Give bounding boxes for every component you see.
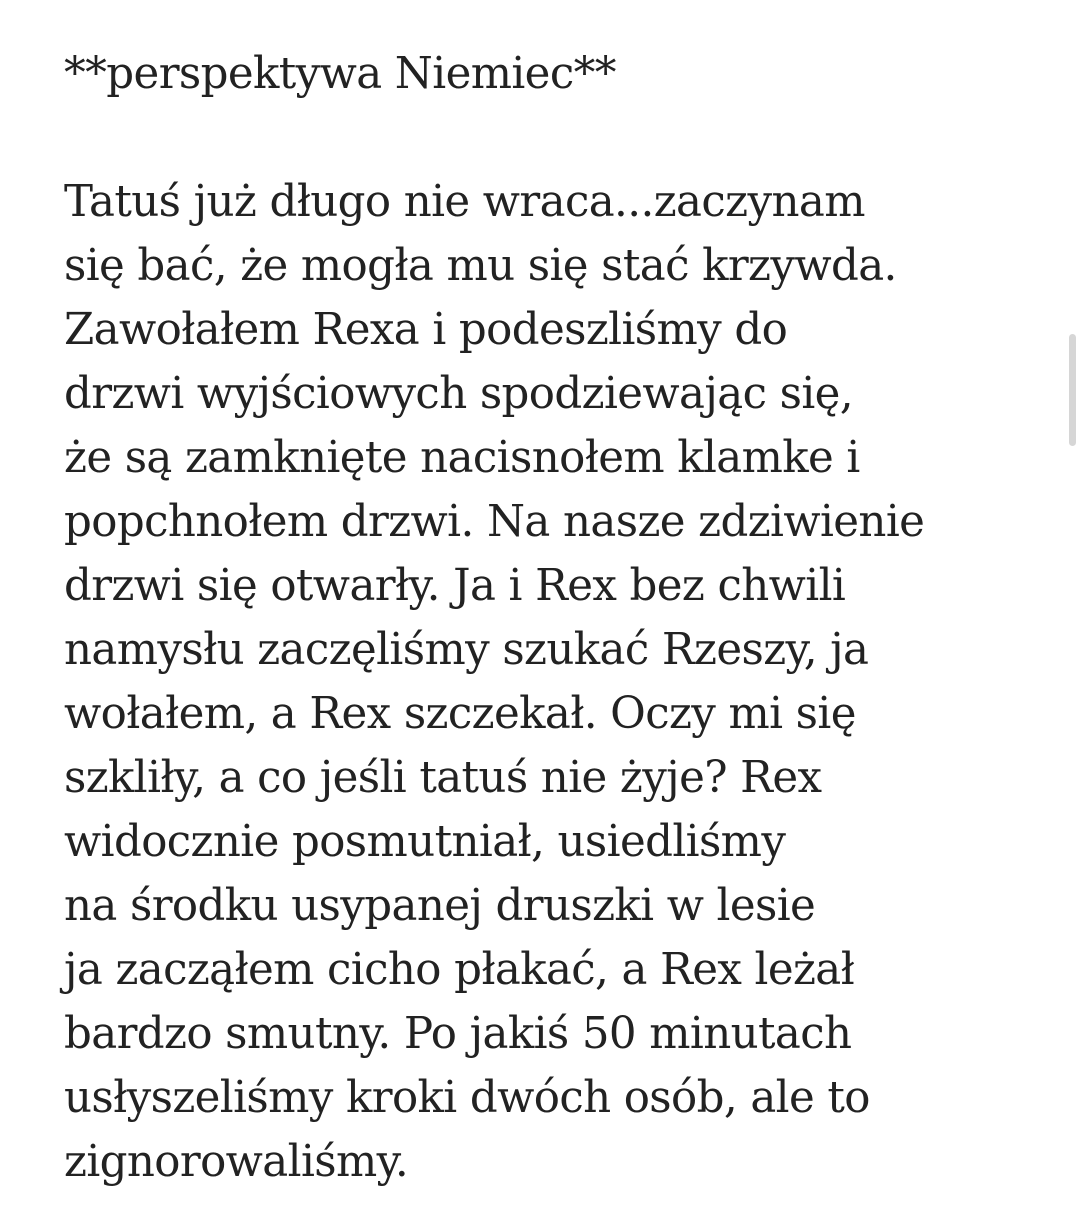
story-text (64, 42, 1024, 1194)
story-line: bardzo smutny. Po jakiś 50 minutach (64, 1009, 852, 1059)
paragraph-gap (64, 106, 1024, 170)
story-line: usłyszeliśmy kroki dwóch osób, ale to (64, 1073, 870, 1123)
story-heading: **perspektywa Niemiec** (64, 49, 616, 99)
story-line: drzwi wyjściowych spodziewając się, (64, 369, 853, 419)
scrollbar-thumb[interactable] (1069, 334, 1076, 446)
story-line: ja zacząłem cicho płakać, a Rex leżał (64, 945, 855, 995)
story-line: na środku usypanej druszki w lesie (64, 881, 816, 931)
story-line: Tatuś już długo nie wraca...zaczynam (64, 177, 865, 227)
story-line: popchnołem drzwi. Na nasze zdziwienie (64, 497, 925, 547)
story-line: szkliły, a co jeśli tatuś nie żyje? Rex (64, 753, 822, 803)
story-line: namysłu zaczęliśmy szukać Rzeszy, ja (64, 625, 869, 675)
story-line: zignorowaliśmy. (64, 1137, 409, 1187)
story-line: wołałem, a Rex szczekał. Oczy mi się (64, 689, 856, 739)
story-line: się bać, że mogła mu się stać krzywda. (64, 241, 897, 291)
story-line: widocznie posmutniał, usiedliśmy (64, 817, 786, 867)
story-line: Zawołałem Rexa i podeszliśmy do (64, 305, 788, 355)
story-line: że są zamknięte nacisnołem klamke i (64, 433, 860, 483)
story-line: drzwi się otwarły. Ja i Rex bez chwili (64, 561, 846, 611)
